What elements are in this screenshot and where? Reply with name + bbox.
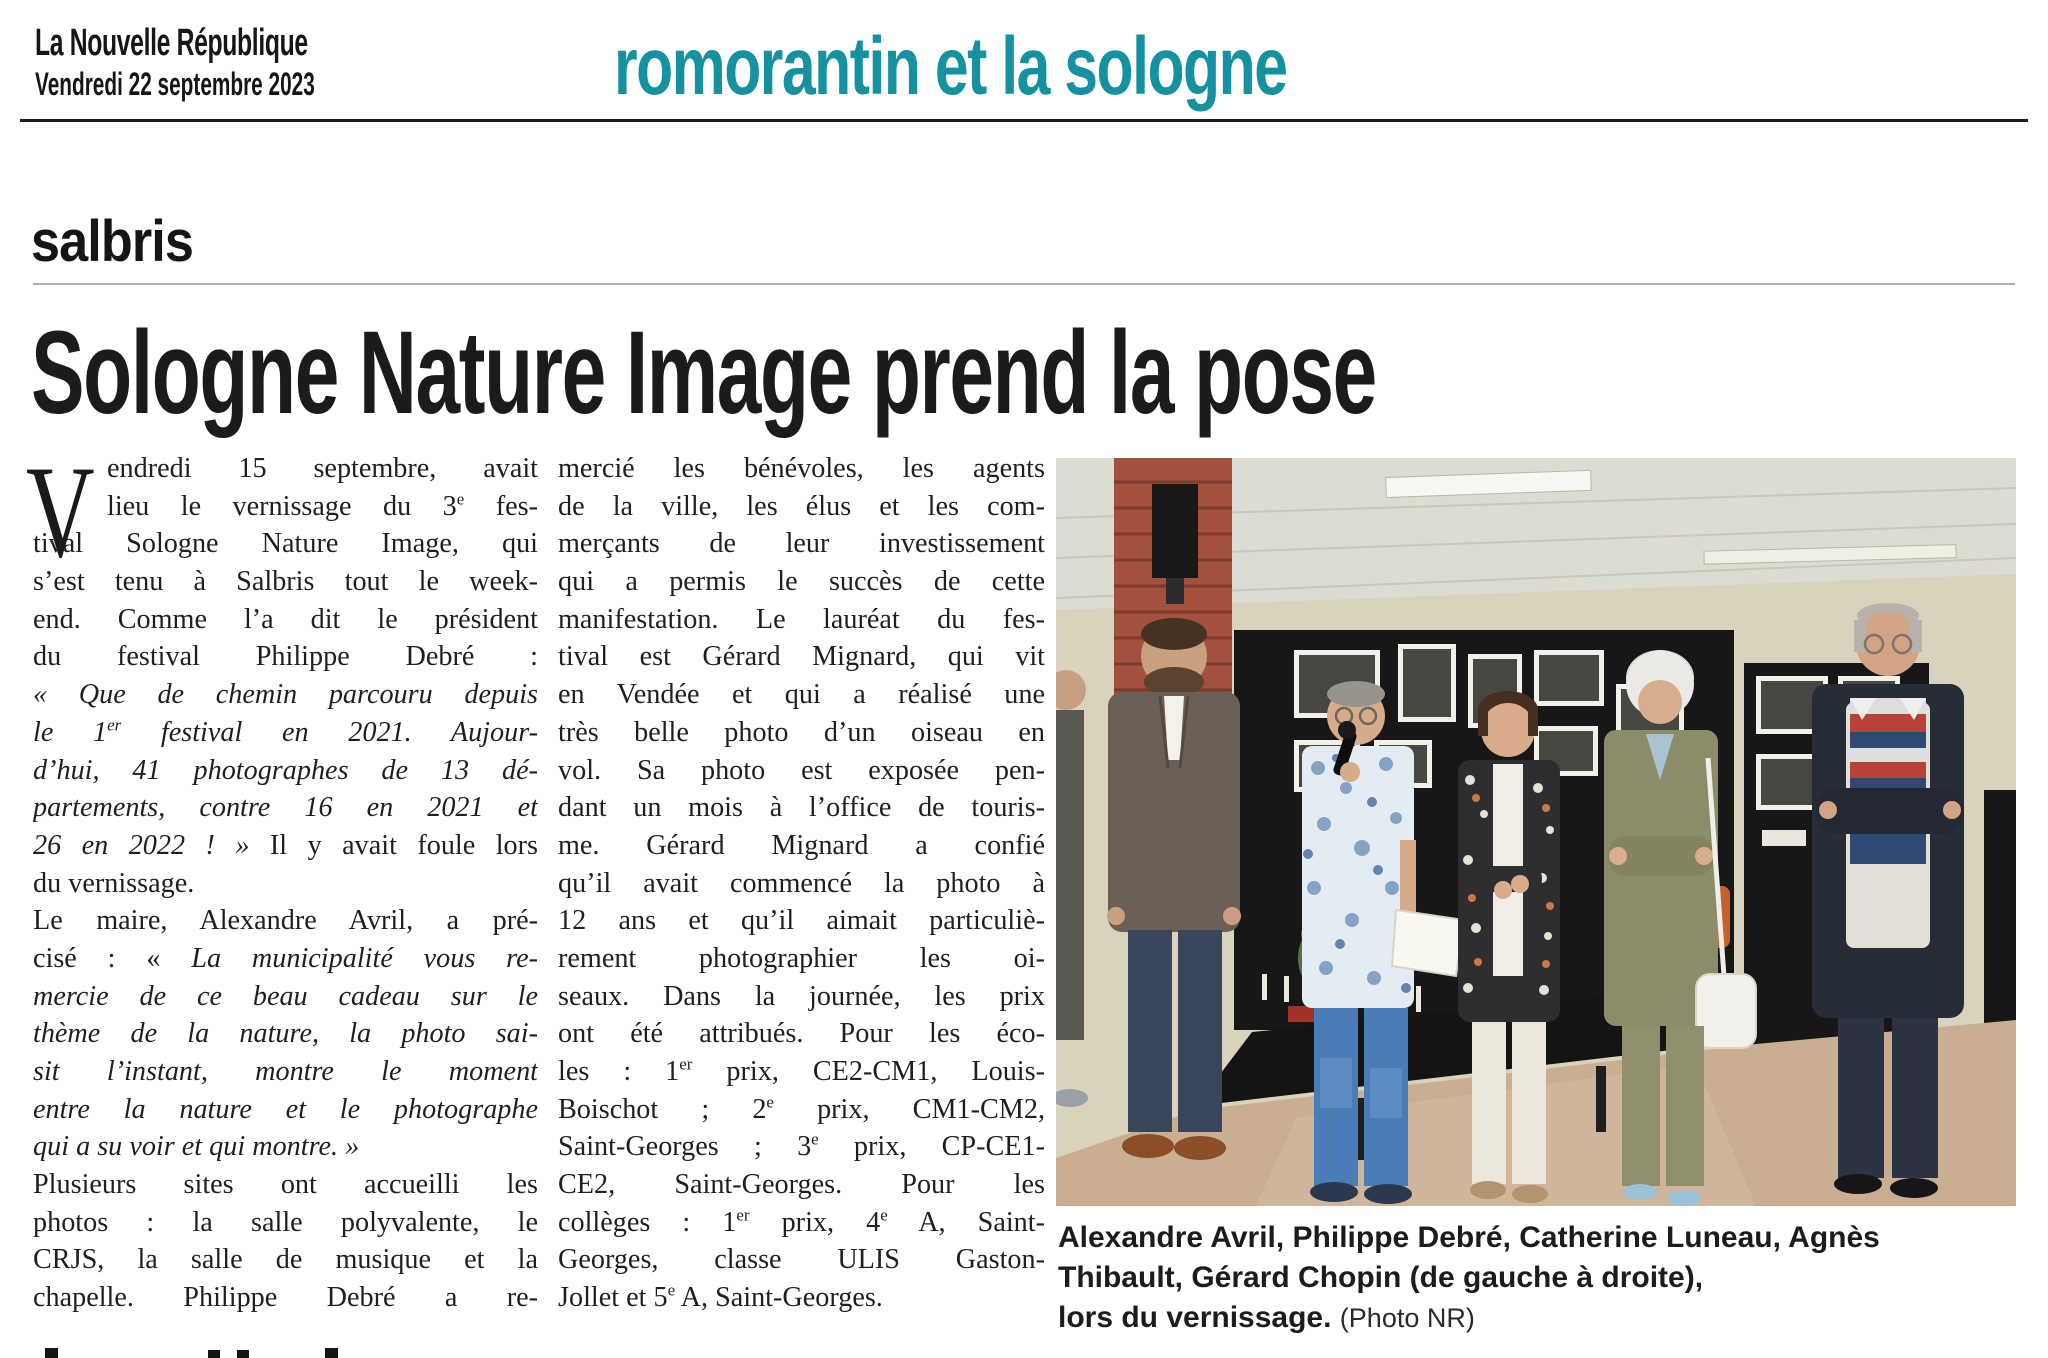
body-line: entre la nature et le photographe	[33, 1093, 538, 1125]
cutoff-headline-fragment	[325, 1348, 338, 1358]
body-line: d’hui, 41 photographes de 13 dé-	[33, 754, 538, 786]
masthead-title: La Nouvelle République	[35, 22, 308, 64]
body-line: très belle photo d’un oiseau en	[558, 716, 1045, 748]
body-line: Boischot ; 2e prix, CM1-CM2,	[558, 1092, 1045, 1125]
body-line: Le maire, Alexandre Avril, a pré-	[33, 905, 538, 937]
body-line: de la ville, les élus et les com-	[558, 490, 1045, 522]
body-line: dant un mois à l’office de touris-	[558, 792, 1045, 824]
body-line: Saint-Georges ; 3e prix, CP-CE1-	[558, 1129, 1045, 1163]
body-line: 12 ans et qu’il aimait particuliè-	[558, 905, 1045, 937]
body-line: end. Comme l’a dit le président	[33, 603, 538, 635]
body-line: collèges : 1er prix, 4e A, Saint-	[558, 1205, 1045, 1238]
caption-line: Alexandre Avril, Philippe Debré, Catherine Luneau, Agnès	[1058, 1221, 1880, 1254]
body-line: thème de la nature, la photo sai-	[33, 1018, 538, 1050]
article-photo	[1056, 458, 2016, 1206]
body-line: tival Sologne Nature Image, qui	[33, 528, 538, 560]
body-line: les : 1er prix, CE2-CM1, Louis-	[558, 1054, 1045, 1087]
caption-line: Thibault, Gérard Chopin (de gauche à droite),	[1058, 1261, 1704, 1294]
body-line: me. Gérard Mignard a confié	[558, 829, 1045, 861]
body-line: mercié les bénévoles, les agents	[558, 453, 1045, 484]
top-rule	[20, 119, 2028, 122]
body-line: du vernissage.	[33, 867, 195, 899]
body-line: endredi 15 septembre, avait	[107, 453, 538, 484]
body-line: qui a su voir et qui montre. »	[33, 1131, 360, 1163]
photo-credit: (Photo NR)	[1339, 1303, 1475, 1333]
kicker: salbris	[31, 209, 193, 274]
caption-line: lors du vernissage. (Photo NR)	[1058, 1301, 1475, 1334]
body-line: manifestation. Le lauréat du fes-	[558, 603, 1045, 635]
cutoff-headline-fragment	[237, 1350, 249, 1358]
body-line: seaux. Dans la journée, les prix	[558, 980, 1045, 1012]
body-line: du festival Philippe Debré :	[33, 641, 538, 673]
body-line: Plusieurs sites ont accueilli les	[33, 1169, 538, 1201]
body-line: sit l’instant, montre le moment	[33, 1056, 538, 1087]
body-line: qu’il avait commencé la photo à	[558, 867, 1045, 899]
body-line: le 1er festival en 2021. Aujour-	[33, 715, 538, 748]
body-line: s’est tenu à Salbris tout le week-	[33, 566, 538, 598]
body-line: CE2, Saint-Georges. Pour les	[558, 1169, 1045, 1201]
body-line: lieu le vernissage du 3e fes-	[107, 489, 538, 522]
cutoff-headline-fragment	[208, 1350, 220, 1358]
body-line: merçants de leur investissement	[558, 528, 1045, 560]
body-line: Georges, classe ULIS Gaston-	[558, 1244, 1045, 1276]
body-line: en Vendée et qui a réalisé une	[558, 679, 1045, 711]
drop-cap: V	[26, 438, 95, 585]
cutoff-headline-fragment	[45, 1348, 58, 1358]
body-line: vol. Sa photo est exposée pen-	[558, 754, 1045, 786]
body-line: chapelle. Philippe Debré a re-	[33, 1282, 538, 1314]
body-line: « Que de chemin parcouru depuis	[33, 679, 538, 711]
body-line: tival est Gérard Mignard, qui vit	[558, 641, 1045, 673]
body-line: partements, contre 16 en 2021 et	[33, 792, 538, 824]
body-line: Jollet et 5e A, Saint-Georges.	[558, 1280, 883, 1314]
article-column-1	[33, 450, 538, 1317]
body-line: qui a permis le succès de cette	[558, 566, 1045, 598]
body-line: CRJS, la salle de musique et la	[33, 1244, 538, 1276]
headline: Sologne Nature Image prend la pose	[31, 307, 1376, 439]
white-handbag	[1696, 974, 1756, 1048]
body-line: cisé : « La municipalité vous re-	[33, 942, 538, 974]
photo-caption	[1058, 1218, 1998, 1338]
photo-illustration	[1056, 458, 2016, 1206]
article-column-2	[558, 450, 1045, 1317]
body-line: rement photographier les oi-	[558, 942, 1045, 974]
body-line: 26 en 2022 ! » Il y avait foule lors	[33, 829, 538, 861]
body-line: mercie de ce beau cadeau sur le	[33, 980, 538, 1012]
section-title: romorantin et la sologne	[614, 21, 1287, 112]
masthead-date: Vendredi 22 septembre 2023	[35, 66, 315, 102]
kicker-rule	[33, 283, 2015, 285]
body-line: ont été attribués. Pour les éco-	[558, 1018, 1045, 1050]
speaker	[1152, 484, 1198, 578]
body-line: photos : la salle polyvalente, le	[33, 1206, 538, 1238]
